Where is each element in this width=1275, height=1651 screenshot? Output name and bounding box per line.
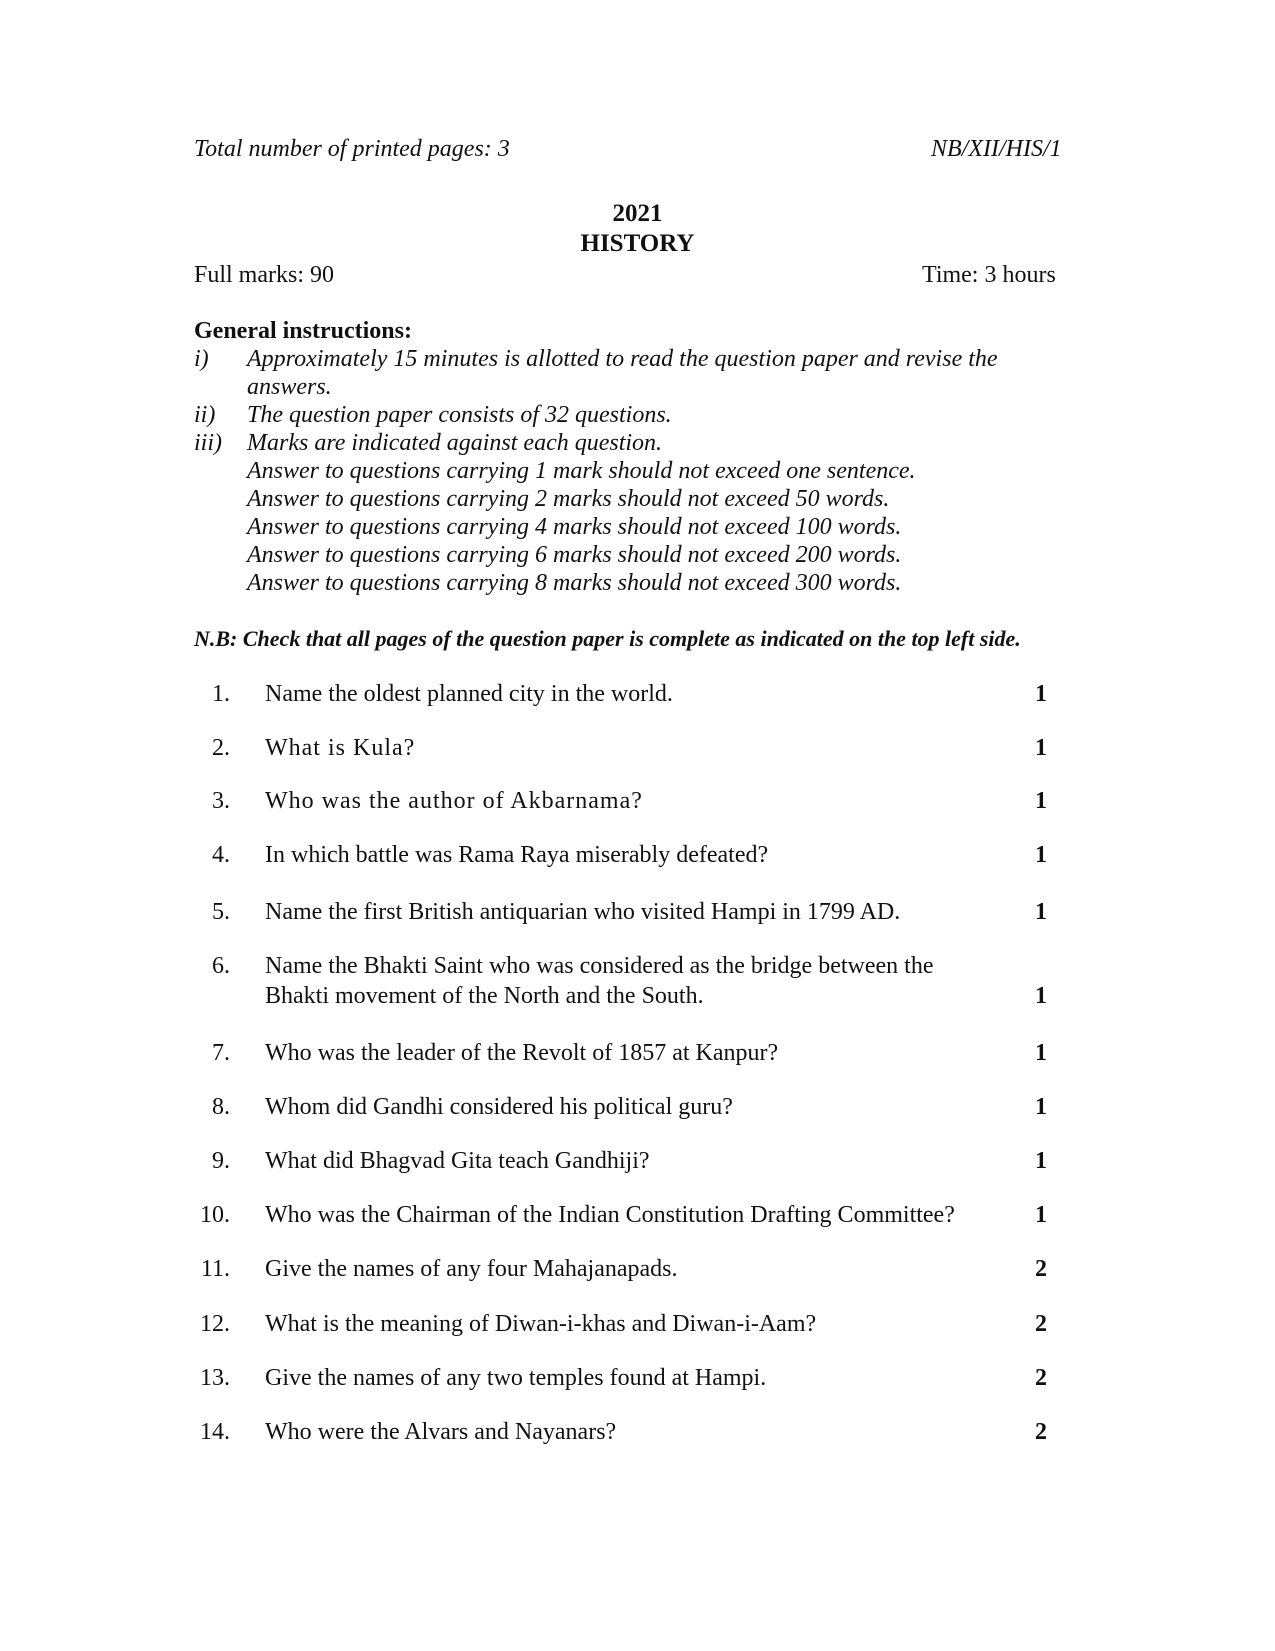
instructions-heading: General instructions: (194, 318, 412, 344)
instruction-text: Answer to questions carrying 2 marks should not exceed 50 words. (247, 486, 890, 512)
question-number: 1. (212, 681, 230, 707)
question-number: 10. (200, 1202, 230, 1228)
question-marks: 1 (1035, 788, 1047, 814)
instruction-text: Answer to questions carrying 6 marks should not exceed 200 words. (247, 542, 902, 568)
question-number: 2. (212, 735, 230, 761)
question-text: What did Bhagvad Gita teach Gandhiji? (265, 1148, 650, 1174)
question-number: 5. (212, 899, 230, 925)
full-marks: Full marks: 90 (194, 262, 335, 288)
question-marks: 1 (1035, 842, 1047, 868)
question-marks: 1 (1035, 899, 1047, 925)
instruction-text: answers. (247, 374, 332, 400)
instruction-number: iii) (194, 430, 222, 456)
question-text: What is Kula? (265, 735, 416, 761)
question-text: Give the names of any two temples found at Hampi. (265, 1365, 767, 1391)
question-marks: 2 (1035, 1311, 1047, 1337)
subject-title: HISTORY (580, 230, 695, 257)
printed-pages-note: Total number of printed pages: 3 (194, 136, 510, 162)
exam-year: 2021 (612, 200, 663, 227)
nb-note: N.B: Check that all pages of the question paper is complete as indicated on the top left side. (194, 626, 1021, 651)
question-marks: 1 (1035, 681, 1047, 707)
question-text: Who was the author of Akbarnama? (265, 788, 643, 814)
instruction-text: Answer to questions carrying 1 mark should not exceed one sentence. (247, 458, 916, 484)
question-marks: 2 (1035, 1256, 1047, 1282)
question-marks: 2 (1035, 1365, 1047, 1391)
question-text: In which battle was Rama Raya miserably defeated? (265, 842, 769, 868)
question-number: 13. (200, 1365, 230, 1391)
instruction-number: ii) (194, 402, 216, 428)
question-number: 8. (212, 1094, 230, 1120)
question-text: What is the meaning of Diwan-i-khas and Diwan-i-Aam? (265, 1311, 817, 1337)
instruction-text: Answer to questions carrying 8 marks should not exceed 300 words. (247, 570, 902, 596)
time-allowed: Time: 3 hours (922, 262, 1056, 288)
instruction-text: Marks are indicated against each question. (247, 430, 663, 456)
question-marks: 1 (1035, 1094, 1047, 1120)
question-text: Bhakti movement of the North and the South. (265, 983, 704, 1009)
question-number: 9. (212, 1148, 230, 1174)
question-number: 6. (212, 953, 230, 979)
instruction-text: The question paper consists of 32 questions. (247, 402, 672, 428)
question-text: Name the oldest planned city in the world. (265, 681, 673, 707)
question-text: Who were the Alvars and Nayanars? (265, 1419, 617, 1445)
question-text: Give the names of any four Mahajanapads. (265, 1256, 678, 1282)
question-number: 11. (200, 1256, 230, 1282)
question-marks: 1 (1035, 1148, 1047, 1174)
question-marks: 1 (1035, 1202, 1047, 1228)
question-number: 14. (200, 1419, 230, 1445)
instruction-number: i) (194, 346, 209, 372)
question-number: 3. (212, 788, 230, 814)
question-number: 12. (200, 1311, 230, 1337)
question-text: Name the Bhakti Saint who was considered as the bridge between the (265, 953, 934, 979)
question-marks: 2 (1035, 1419, 1047, 1445)
question-marks: 1 (1035, 983, 1047, 1009)
question-text: Who was the Chairman of the Indian Constitution Drafting Committee? (265, 1202, 955, 1228)
question-text: Name the first British antiquarian who visited Hampi in 1799 AD. (265, 899, 901, 925)
paper-code: NB/XII/HIS/1 (931, 136, 1062, 162)
instruction-text: Answer to questions carrying 4 marks should not exceed 100 words. (247, 514, 902, 540)
instruction-text: Approximately 15 minutes is allotted to read the question paper and revise the (247, 346, 998, 372)
question-number: 7. (212, 1040, 230, 1066)
question-text: Who was the leader of the Revolt of 1857 at Kanpur? (265, 1040, 779, 1066)
question-marks: 1 (1035, 735, 1047, 761)
question-marks: 1 (1035, 1040, 1047, 1066)
question-number: 4. (212, 842, 230, 868)
question-text: Whom did Gandhi considered his political guru? (265, 1094, 733, 1120)
